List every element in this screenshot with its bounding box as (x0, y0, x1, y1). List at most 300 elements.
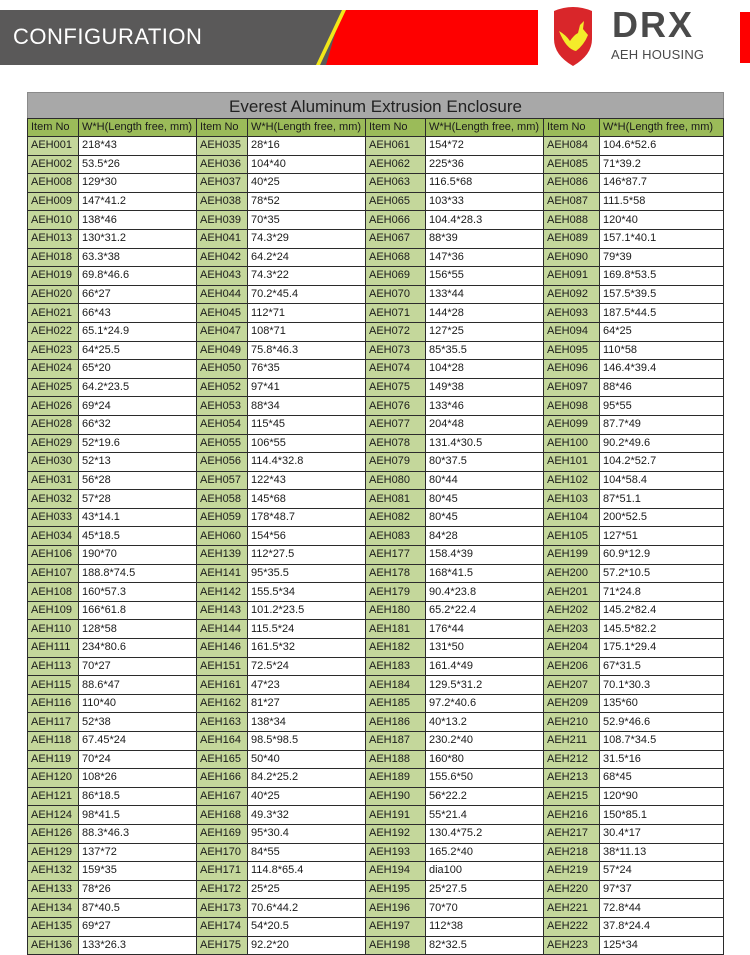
item-no-cell: AEH049 (197, 341, 248, 360)
item-no-cell: AEH023 (28, 341, 79, 360)
item-no-cell: AEH113 (28, 657, 79, 676)
dimension-cell: 86*18.5 (79, 787, 197, 806)
item-no-cell: AEH178 (366, 564, 426, 583)
item-no-cell: AEH204 (544, 639, 600, 658)
dimension-cell: 115*45 (248, 415, 366, 434)
enclosure-table-wrapper (27, 92, 724, 955)
dimension-cell: 70*24 (79, 750, 197, 769)
dimension-cell: 147*41.2 (79, 192, 197, 211)
dimension-cell: 160*80 (426, 750, 544, 769)
column-header-dimensions: W*H(Length free, mm) (426, 119, 544, 137)
dimension-cell: 122*43 (248, 471, 366, 490)
dimension-cell: 157.5*39.5 (600, 285, 724, 304)
item-no-cell: AEH210 (544, 713, 600, 732)
column-header-dimensions: W*H(Length free, mm) (79, 119, 197, 137)
dimension-cell: 71*39.2 (600, 155, 724, 174)
dimension-cell: 76*35 (248, 360, 366, 379)
item-no-cell: AEH090 (544, 248, 600, 267)
item-no-cell: AEH144 (197, 620, 248, 639)
dimension-cell: 84.2*25.2 (248, 769, 366, 788)
item-no-cell: AEH062 (366, 155, 426, 174)
dimension-cell: 176*44 (426, 620, 544, 639)
item-no-cell: AEH146 (197, 639, 248, 658)
dimension-cell: 110*40 (79, 694, 197, 713)
item-no-cell: AEH099 (544, 415, 600, 434)
item-no-cell: AEH136 (28, 936, 79, 955)
dimension-cell: 150*85.1 (600, 806, 724, 825)
dimension-cell: 112*71 (248, 304, 366, 323)
dimension-cell: 38*11.13 (600, 843, 724, 862)
dimension-cell: 45*18.5 (79, 527, 197, 546)
dimension-cell: 155.5*34 (248, 583, 366, 602)
dimension-cell: 40*25 (248, 787, 366, 806)
dimension-cell: 110*58 (600, 341, 724, 360)
item-no-cell: AEH134 (28, 899, 79, 918)
dimension-cell: 159*35 (79, 862, 197, 881)
item-no-cell: AEH215 (544, 787, 600, 806)
dimension-cell: 112*27.5 (248, 546, 366, 565)
table-row (28, 713, 724, 732)
table-row (28, 732, 724, 751)
item-no-cell: AEH174 (197, 917, 248, 936)
column-header-item-no: Item No (544, 119, 600, 137)
item-no-cell: AEH109 (28, 601, 79, 620)
item-no-cell: AEH067 (366, 229, 426, 248)
dimension-cell: 75.8*46.3 (248, 341, 366, 360)
dimension-cell: 104*40 (248, 155, 366, 174)
table-row (28, 248, 724, 267)
item-no-cell: AEH086 (544, 174, 600, 193)
dimension-cell: 49.3*32 (248, 806, 366, 825)
item-no-cell: AEH009 (28, 192, 79, 211)
dimension-cell: 120*90 (600, 787, 724, 806)
dimension-cell: 80*45 (426, 490, 544, 509)
dimension-cell: 166*61.8 (79, 601, 197, 620)
item-no-cell: AEH045 (197, 304, 248, 323)
item-no-cell: AEH195 (366, 880, 426, 899)
item-no-cell: AEH104 (544, 508, 600, 527)
item-no-cell: AEH083 (366, 527, 426, 546)
dimension-cell: 90.2*49.6 (600, 434, 724, 453)
dimension-cell: 147*36 (426, 248, 544, 267)
item-no-cell: AEH171 (197, 862, 248, 881)
item-no-cell: AEH042 (197, 248, 248, 267)
item-no-cell: AEH097 (544, 378, 600, 397)
column-header-item-no: Item No (28, 119, 79, 137)
item-no-cell: AEH182 (366, 639, 426, 658)
item-no-cell: AEH197 (366, 917, 426, 936)
dimension-cell: 40*25 (248, 174, 366, 193)
dimension-cell: 98*41.5 (79, 806, 197, 825)
dimension-cell: 90.4*23.8 (426, 583, 544, 602)
dimension-cell: 80*45 (426, 508, 544, 527)
item-no-cell: AEH043 (197, 267, 248, 286)
item-no-cell: AEH020 (28, 285, 79, 304)
dimension-cell: 114.8*65.4 (248, 862, 366, 881)
dimension-cell: 47*23 (248, 676, 366, 695)
item-no-cell: AEH212 (544, 750, 600, 769)
item-no-cell: AEH184 (366, 676, 426, 695)
dimension-cell: 25*27.5 (426, 880, 544, 899)
item-no-cell: AEH077 (366, 415, 426, 434)
dimension-cell: 104.6*52.6 (600, 137, 724, 156)
item-no-cell: AEH116 (28, 694, 79, 713)
dimension-cell: 155.6*50 (426, 769, 544, 788)
brand-subtitle: AEH HOUSING (611, 47, 705, 62)
table-title: Everest Aluminum Extrusion Enclosure (27, 92, 724, 118)
dimension-cell: 70*70 (426, 899, 544, 918)
dimension-cell: 97.2*40.6 (426, 694, 544, 713)
item-no-cell: AEH219 (544, 862, 600, 881)
table-row (28, 490, 724, 509)
table-row (28, 824, 724, 843)
item-no-cell: AEH218 (544, 843, 600, 862)
dimension-cell: 120*40 (600, 211, 724, 230)
item-no-cell: AEH220 (544, 880, 600, 899)
dimension-cell: 60.9*12.9 (600, 546, 724, 565)
item-no-cell: AEH098 (544, 397, 600, 416)
dimension-cell: 112*38 (426, 917, 544, 936)
dimension-cell: 25*25 (248, 880, 366, 899)
item-no-cell: AEH039 (197, 211, 248, 230)
item-no-cell: AEH076 (366, 397, 426, 416)
item-no-cell: AEH053 (197, 397, 248, 416)
item-no-cell: AEH050 (197, 360, 248, 379)
item-no-cell: AEH183 (366, 657, 426, 676)
item-no-cell: AEH093 (544, 304, 600, 323)
item-no-cell: AEH115 (28, 676, 79, 695)
item-no-cell: AEH078 (366, 434, 426, 453)
dimension-cell: 88*34 (248, 397, 366, 416)
dimension-cell: 169.8*53.5 (600, 267, 724, 286)
dimension-cell: 146.4*39.4 (600, 360, 724, 379)
dimension-cell: 87*40.5 (79, 899, 197, 918)
item-no-cell: AEH026 (28, 397, 79, 416)
item-no-cell: AEH142 (197, 583, 248, 602)
item-no-cell: AEH088 (544, 211, 600, 230)
dimension-cell: 97*41 (248, 378, 366, 397)
dimension-cell: 178*48.7 (248, 508, 366, 527)
item-no-cell: AEH172 (197, 880, 248, 899)
item-no-cell: AEH002 (28, 155, 79, 174)
item-no-cell: AEH126 (28, 824, 79, 843)
item-no-cell: AEH019 (28, 267, 79, 286)
dimension-cell: 104*58.4 (600, 471, 724, 490)
item-no-cell: AEH038 (197, 192, 248, 211)
dimension-cell: 92.2*20 (248, 936, 366, 955)
table-row (28, 527, 724, 546)
dimension-cell: 111.5*58 (600, 192, 724, 211)
item-no-cell: AEH063 (366, 174, 426, 193)
table-body (28, 137, 724, 955)
item-no-cell: AEH057 (197, 471, 248, 490)
dimension-cell: 57*28 (79, 490, 197, 509)
dimension-cell: 97*37 (600, 880, 724, 899)
item-no-cell: AEH018 (28, 248, 79, 267)
dimension-cell: 165.2*40 (426, 843, 544, 862)
dimension-cell: 70*27 (79, 657, 197, 676)
table-row (28, 601, 724, 620)
item-no-cell: AEH196 (366, 899, 426, 918)
table-row (28, 322, 724, 341)
table-row (28, 229, 724, 248)
table-row (28, 620, 724, 639)
dimension-cell: 74.3*29 (248, 229, 366, 248)
item-no-cell: AEH095 (544, 341, 600, 360)
dimension-cell: 52*38 (79, 713, 197, 732)
item-no-cell: AEH110 (28, 620, 79, 639)
dimension-cell: 116.5*68 (426, 174, 544, 193)
table-row (28, 211, 724, 230)
table-row (28, 917, 724, 936)
dimension-cell: 64.2*23.5 (79, 378, 197, 397)
item-no-cell: AEH037 (197, 174, 248, 193)
item-no-cell: AEH008 (28, 174, 79, 193)
item-no-cell: AEH139 (197, 546, 248, 565)
dimension-cell: 64.2*24 (248, 248, 366, 267)
item-no-cell: AEH207 (544, 676, 600, 695)
item-no-cell: AEH036 (197, 155, 248, 174)
dimension-cell: 37.8*24.4 (600, 917, 724, 936)
item-no-cell: AEH192 (366, 824, 426, 843)
item-no-cell: AEH179 (366, 583, 426, 602)
table-row (28, 564, 724, 583)
item-no-cell: AEH180 (366, 601, 426, 620)
item-no-cell: AEH070 (366, 285, 426, 304)
table-row (28, 583, 724, 602)
item-no-cell: AEH206 (544, 657, 600, 676)
table-row (28, 936, 724, 955)
item-no-cell: AEH106 (28, 546, 79, 565)
item-no-cell: AEH223 (544, 936, 600, 955)
dimension-cell: 104.4*28.3 (426, 211, 544, 230)
dimension-cell: 28*16 (248, 137, 366, 156)
dimension-cell: 67.45*24 (79, 732, 197, 751)
item-no-cell: AEH193 (366, 843, 426, 862)
dimension-cell: 74.3*22 (248, 267, 366, 286)
table-row (28, 267, 724, 286)
dimension-cell: 161.4*49 (426, 657, 544, 676)
banner-red-accent (740, 12, 750, 63)
item-no-cell: AEH151 (197, 657, 248, 676)
item-no-cell: AEH054 (197, 415, 248, 434)
item-no-cell: AEH091 (544, 267, 600, 286)
item-no-cell: AEH061 (366, 137, 426, 156)
item-no-cell: AEH121 (28, 787, 79, 806)
item-no-cell: AEH209 (544, 694, 600, 713)
dimension-cell: 84*28 (426, 527, 544, 546)
dimension-cell: 50*40 (248, 750, 366, 769)
table-row (28, 360, 724, 379)
item-no-cell: AEH029 (28, 434, 79, 453)
item-no-cell: AEH085 (544, 155, 600, 174)
dimension-cell: 145.2*82.4 (600, 601, 724, 620)
dimension-cell: 65.2*22.4 (426, 601, 544, 620)
item-no-cell: AEH119 (28, 750, 79, 769)
dimension-cell: 69*27 (79, 917, 197, 936)
item-no-cell: AEH181 (366, 620, 426, 639)
item-no-cell: AEH103 (544, 490, 600, 509)
item-no-cell: AEH096 (544, 360, 600, 379)
item-no-cell: AEH030 (28, 453, 79, 472)
item-no-cell: AEH143 (197, 601, 248, 620)
table-row (28, 415, 724, 434)
table-row (28, 285, 724, 304)
item-no-cell: AEH177 (366, 546, 426, 565)
item-no-cell: AEH162 (197, 694, 248, 713)
table-row (28, 434, 724, 453)
item-no-cell: AEH191 (366, 806, 426, 825)
table-row (28, 694, 724, 713)
dimension-cell: 157.1*40.1 (600, 229, 724, 248)
dimension-cell: 130*31.2 (79, 229, 197, 248)
item-no-cell: AEH170 (197, 843, 248, 862)
dimension-cell: 104*28 (426, 360, 544, 379)
dimension-cell: 98.5*98.5 (248, 732, 366, 751)
item-no-cell: AEH203 (544, 620, 600, 639)
item-no-cell: AEH166 (197, 769, 248, 788)
item-no-cell: AEH081 (366, 490, 426, 509)
item-no-cell: AEH084 (544, 137, 600, 156)
item-no-cell: AEH073 (366, 341, 426, 360)
table-row (28, 880, 724, 899)
brand-logo-text: DRX (612, 4, 695, 45)
item-no-cell: AEH194 (366, 862, 426, 881)
item-no-cell: AEH198 (366, 936, 426, 955)
table-row (28, 657, 724, 676)
banner-red-band (322, 10, 538, 65)
dimension-cell: 72.8*44 (600, 899, 724, 918)
item-no-cell: AEH079 (366, 453, 426, 472)
item-no-cell: AEH052 (197, 378, 248, 397)
item-no-cell: AEH216 (544, 806, 600, 825)
item-no-cell: AEH056 (197, 453, 248, 472)
item-no-cell: AEH044 (197, 285, 248, 304)
item-no-cell: AEH164 (197, 732, 248, 751)
item-no-cell: AEH211 (544, 732, 600, 751)
dimension-cell: 95*30.4 (248, 824, 366, 843)
dimension-cell: 70*35 (248, 211, 366, 230)
item-no-cell: AEH059 (197, 508, 248, 527)
dimension-cell: 87.7*49 (600, 415, 724, 434)
item-no-cell: AEH213 (544, 769, 600, 788)
dimension-cell: 104.2*52.7 (600, 453, 724, 472)
item-no-cell: AEH087 (544, 192, 600, 211)
dimension-cell: 130.4*75.2 (426, 824, 544, 843)
column-header-item-no: Item No (366, 119, 426, 137)
page-title: CONFIGURATION (13, 24, 203, 49)
dimension-cell: 55*21.4 (426, 806, 544, 825)
dimension-cell: 70.2*45.4 (248, 285, 366, 304)
dimension-cell: 65*20 (79, 360, 197, 379)
item-no-cell: AEH066 (366, 211, 426, 230)
dimension-cell: 52*13 (79, 453, 197, 472)
dimension-cell: 68*45 (600, 769, 724, 788)
item-no-cell: AEH033 (28, 508, 79, 527)
item-no-cell: AEH199 (544, 546, 600, 565)
column-header-dimensions: W*H(Length free, mm) (248, 119, 366, 137)
table-row (28, 378, 724, 397)
item-no-cell: AEH041 (197, 229, 248, 248)
dimension-cell: 66*43 (79, 304, 197, 323)
dimension-cell: 145*68 (248, 490, 366, 509)
dimension-cell: 131.4*30.5 (426, 434, 544, 453)
dimension-cell: 145.5*82.2 (600, 620, 724, 639)
item-no-cell: AEH080 (366, 471, 426, 490)
item-no-cell: AEH072 (366, 322, 426, 341)
dimension-cell: 131*50 (426, 639, 544, 658)
dimension-cell: 133*26.3 (79, 936, 197, 955)
table-row (28, 137, 724, 156)
item-no-cell: AEH190 (366, 787, 426, 806)
item-no-cell: AEH120 (28, 769, 79, 788)
dimension-cell: 64*25.5 (79, 341, 197, 360)
dimension-cell: 138*46 (79, 211, 197, 230)
dimension-cell: 88*39 (426, 229, 544, 248)
dimension-cell: 80*44 (426, 471, 544, 490)
dimension-cell: 129*30 (79, 174, 197, 193)
dimension-cell: 137*72 (79, 843, 197, 862)
dimension-cell: 69.8*46.6 (79, 267, 197, 286)
table-header-row (28, 119, 724, 137)
table-row (28, 769, 724, 788)
item-no-cell: AEH092 (544, 285, 600, 304)
item-no-cell: AEH094 (544, 322, 600, 341)
table-row (28, 676, 724, 695)
dimension-cell: 63.3*38 (79, 248, 197, 267)
dimension-cell: 30.4*17 (600, 824, 724, 843)
dimension-cell: 70.1*30.3 (600, 676, 724, 695)
item-no-cell: AEH001 (28, 137, 79, 156)
dimension-cell: 78*26 (79, 880, 197, 899)
dimension-cell: 200*52.5 (600, 508, 724, 527)
dimension-cell: 144*28 (426, 304, 544, 323)
dimension-cell: 127*25 (426, 322, 544, 341)
dimension-cell: 87*51.1 (600, 490, 724, 509)
dimension-cell: 66*27 (79, 285, 197, 304)
dimension-cell: 72.5*24 (248, 657, 366, 676)
table-row (28, 787, 724, 806)
dimension-cell: 187.5*44.5 (600, 304, 724, 323)
dimension-cell: 79*39 (600, 248, 724, 267)
column-header-item-no: Item No (197, 119, 248, 137)
item-no-cell: AEH141 (197, 564, 248, 583)
dimension-cell: 88*46 (600, 378, 724, 397)
dimension-cell: 128*58 (79, 620, 197, 639)
dimension-cell: 127*51 (600, 527, 724, 546)
dimension-cell: 103*33 (426, 192, 544, 211)
item-no-cell: AEH100 (544, 434, 600, 453)
dimension-cell: 31.5*16 (600, 750, 724, 769)
table-row (28, 471, 724, 490)
table-row (28, 899, 724, 918)
dimension-cell: 225*36 (426, 155, 544, 174)
item-no-cell: AEH186 (366, 713, 426, 732)
item-no-cell: AEH101 (544, 453, 600, 472)
table-row (28, 155, 724, 174)
item-no-cell: AEH132 (28, 862, 79, 881)
dimension-cell: 95*35.5 (248, 564, 366, 583)
table-row (28, 453, 724, 472)
dimension-cell: 154*56 (248, 527, 366, 546)
dimension-cell: 64*25 (600, 322, 724, 341)
enclosure-table (27, 118, 724, 955)
dimension-cell: 80*37.5 (426, 453, 544, 472)
dimension-cell: 88.3*46.3 (79, 824, 197, 843)
item-no-cell: AEH124 (28, 806, 79, 825)
dimension-cell: 138*34 (248, 713, 366, 732)
item-no-cell: AEH028 (28, 415, 79, 434)
